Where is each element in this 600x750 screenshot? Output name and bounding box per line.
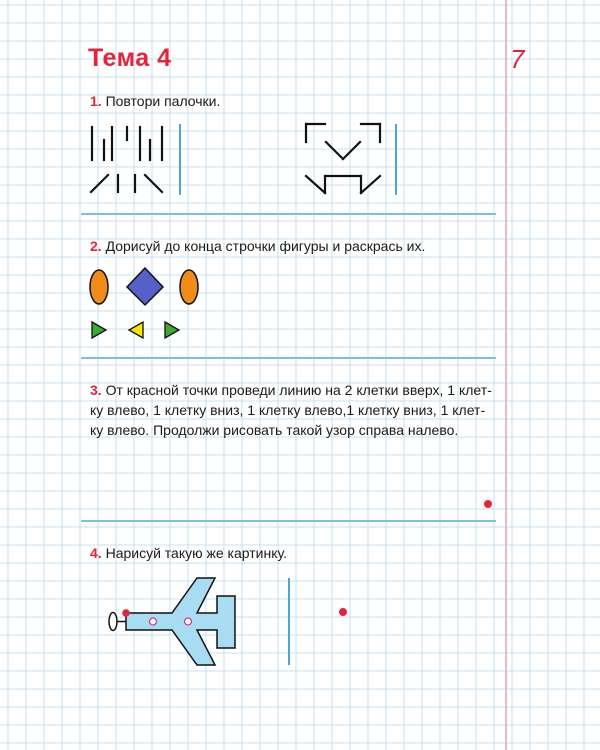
task-4-text: Нарисуй такую же картинку. (105, 545, 287, 561)
red-start-dot (339, 608, 347, 616)
task-3-text-line-1: От красной точки проведи линию на 2 клетки вверх, 1 клет- (105, 382, 492, 398)
task-3-text-line-2: ку влево, 1 клетку вниз, 1 клетку влево,1 клетку вниз, 1 клет- (90, 402, 486, 418)
task-3-text-line-3: ку влево. Продолжи рисовать такой узор справа налево. (90, 422, 459, 438)
window (150, 618, 157, 625)
propeller (109, 613, 117, 631)
task-2-text: Дорисуй до конца строчки фигуры и раскрась их. (105, 238, 426, 254)
page-number: 7 (510, 44, 525, 74)
red-dot (122, 609, 130, 617)
page-title: Тема 4 (88, 44, 172, 72)
window (185, 618, 192, 625)
task-3-number: 3. (90, 382, 102, 398)
task-1-number: 1. (90, 93, 102, 109)
task-1-text: Повтори палочки. (105, 93, 221, 109)
task-4-number: 4. (90, 545, 102, 561)
airplane (109, 578, 235, 665)
task-2-number: 2. (90, 238, 102, 254)
